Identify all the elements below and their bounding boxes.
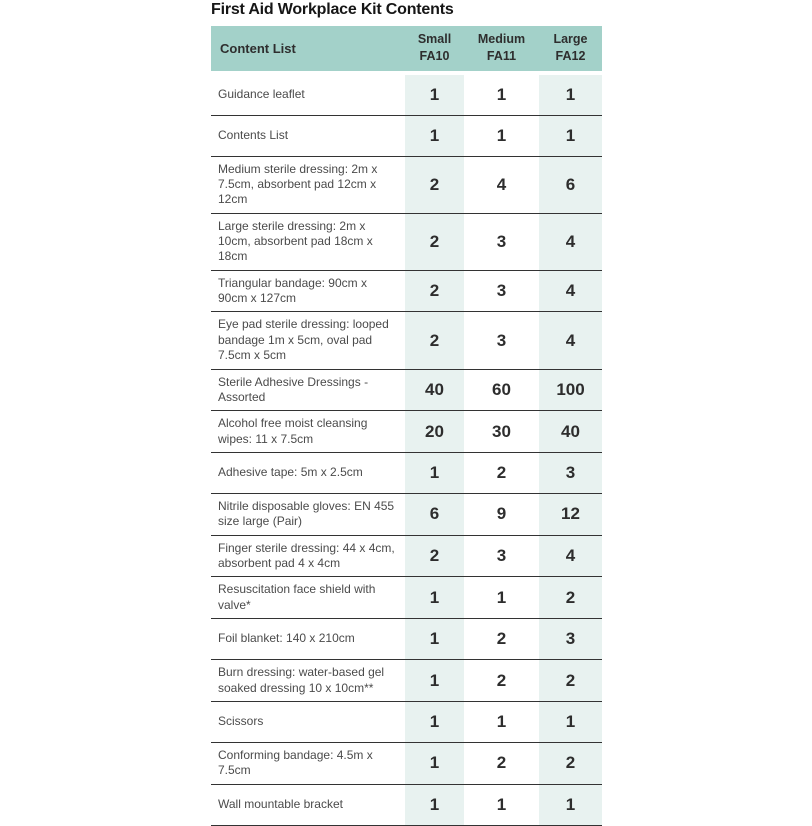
large-quantity-cell: 1: [539, 785, 602, 825]
small-quantity-cell: 2: [405, 536, 464, 577]
small-quantity-cell: 20: [405, 411, 464, 452]
large-quantity-cell: 3: [539, 453, 602, 493]
small-quantity-cell: 2: [405, 157, 464, 213]
large-quantity-cell: 1: [539, 75, 602, 115]
medium-quantity-cell: 2: [496, 753, 507, 773]
medium-quantity-cell: 3: [496, 330, 507, 350]
column-header-small-fa10: [405, 31, 464, 65]
table-row: [211, 411, 602, 453]
small-quantity-cell: 6: [405, 494, 464, 535]
kit-contents-document: [211, 1, 602, 826]
table-row: [211, 536, 602, 578]
small-quantity-cell: 1: [405, 702, 464, 742]
medium-quantity-cell: 30: [492, 421, 511, 441]
medium-quantity-cell: 3: [496, 546, 507, 566]
item-name-cell: Contents List: [218, 127, 289, 142]
medium-quantity-cell: 4: [496, 174, 507, 194]
large-quantity-cell: 12: [539, 494, 602, 535]
table-row: [211, 494, 602, 536]
small-quantity-cell: 1: [405, 785, 464, 825]
small-quantity-cell: 2: [405, 271, 464, 312]
table-row: [211, 785, 602, 826]
item-name-cell: Large sterile dressing: 2m x 10cm, absorbent pad 18cm x 18cm: [218, 218, 373, 264]
large-quantity-cell: 100: [539, 370, 602, 411]
table-row: [211, 743, 602, 785]
small-quantity-cell: 1: [405, 116, 464, 156]
item-name-cell: Wall mountable bracket: [218, 796, 343, 811]
small-quantity-cell: 1: [405, 660, 464, 701]
table-row: [211, 116, 602, 157]
item-name-cell: Burn dressing: water-based gel soaked dressing 10 x 10cm**: [218, 665, 385, 695]
medium-quantity-cell: 2: [496, 629, 507, 649]
column-header-large-fa12: [539, 31, 602, 65]
table-row: [211, 453, 602, 494]
small-quantity-cell: 1: [405, 619, 464, 659]
large-quantity-cell: 40: [539, 411, 602, 452]
medium-quantity-cell: 60: [492, 379, 511, 399]
column-header-content-list: Content List: [220, 40, 296, 56]
item-name-cell: Foil blanket: 140 x 210cm: [218, 631, 355, 646]
item-name-cell: Nitrile disposable gloves: EN 455 size large (Pair): [218, 498, 395, 529]
large-quantity-cell: 1: [539, 702, 602, 742]
item-name-cell: Scissors: [218, 714, 264, 729]
medium-quantity-cell: 1: [496, 587, 507, 607]
small-quantity-cell: 1: [405, 75, 464, 115]
medium-quantity-cell: 1: [496, 125, 507, 145]
table-header-row: [211, 26, 602, 71]
large-quantity-cell: 4: [539, 271, 602, 312]
large-quantity-cell: 1: [539, 116, 602, 156]
medium-quantity-cell: 2: [496, 670, 507, 690]
large-quantity-cell: 4: [539, 536, 602, 577]
column-header-medium-fa11: [464, 31, 539, 65]
large-quantity-cell: 6: [539, 157, 602, 213]
table-row: [211, 157, 602, 214]
medium-quantity-cell: 3: [496, 281, 507, 301]
column-header-size-label: Large: [553, 32, 588, 47]
item-name-cell: Alcohol free moist cleansing wipes: 11 x 7.5cm: [218, 416, 368, 446]
column-header-size-label: Medium: [477, 32, 526, 47]
column-header-code-label: FA10: [419, 49, 450, 64]
table-row: [211, 75, 602, 116]
item-name-cell: Finger sterile dressing: 44 x 4cm, absorbent pad 4 x 4cm: [218, 540, 395, 571]
medium-quantity-cell: 2: [496, 462, 507, 482]
table-row: [211, 702, 602, 743]
table-body: [211, 75, 602, 826]
small-quantity-cell: 1: [405, 577, 464, 618]
item-name-cell: Medium sterile dressing: 2m x 7.5cm, absorbent pad 12cm x 12cm: [218, 161, 378, 207]
column-header-code-label: FA12: [555, 49, 586, 64]
item-name-cell: Eye pad sterile dressing: looped bandage 1m x 5cm, oval pad 7.5cm x 5cm: [218, 317, 389, 363]
small-quantity-cell: 1: [405, 743, 464, 784]
medium-quantity-cell: 1: [496, 794, 507, 814]
small-quantity-cell: 2: [405, 312, 464, 368]
column-header-size-label: Small: [417, 32, 452, 47]
item-name-cell: Triangular bandage: 90cm x 90cm x 127cm: [218, 275, 367, 306]
medium-quantity-cell: 3: [496, 231, 507, 251]
table-row: [211, 577, 602, 619]
item-name-cell: Resuscitation face shield with valve*: [218, 582, 376, 612]
item-name-cell: Guidance leaflet: [218, 86, 305, 101]
large-quantity-cell: 2: [539, 577, 602, 618]
medium-quantity-cell: 1: [496, 84, 507, 104]
small-quantity-cell: 40: [405, 370, 464, 411]
page-title: First Aid Workplace Kit Contents: [211, 1, 454, 18]
table-row: [211, 271, 602, 313]
table-row: [211, 312, 602, 369]
column-header-code-label: FA11: [486, 49, 517, 64]
small-quantity-cell: 1: [405, 453, 464, 493]
table-row: [211, 619, 602, 660]
large-quantity-cell: 3: [539, 619, 602, 659]
table-row: [211, 370, 602, 412]
item-name-cell: Sterile Adhesive Dressings - Assorted: [218, 374, 369, 404]
table-row: [211, 214, 602, 271]
table-row: [211, 660, 602, 702]
item-name-cell: Conforming bandage: 4.5m x 7.5cm: [218, 747, 373, 778]
medium-quantity-cell: 9: [496, 504, 507, 524]
large-quantity-cell: 2: [539, 660, 602, 701]
small-quantity-cell: 2: [405, 214, 464, 270]
large-quantity-cell: 2: [539, 743, 602, 784]
large-quantity-cell: 4: [539, 214, 602, 270]
item-name-cell: Adhesive tape: 5m x 2.5cm: [218, 465, 363, 480]
large-quantity-cell: 4: [539, 312, 602, 368]
medium-quantity-cell: 1: [496, 711, 507, 731]
